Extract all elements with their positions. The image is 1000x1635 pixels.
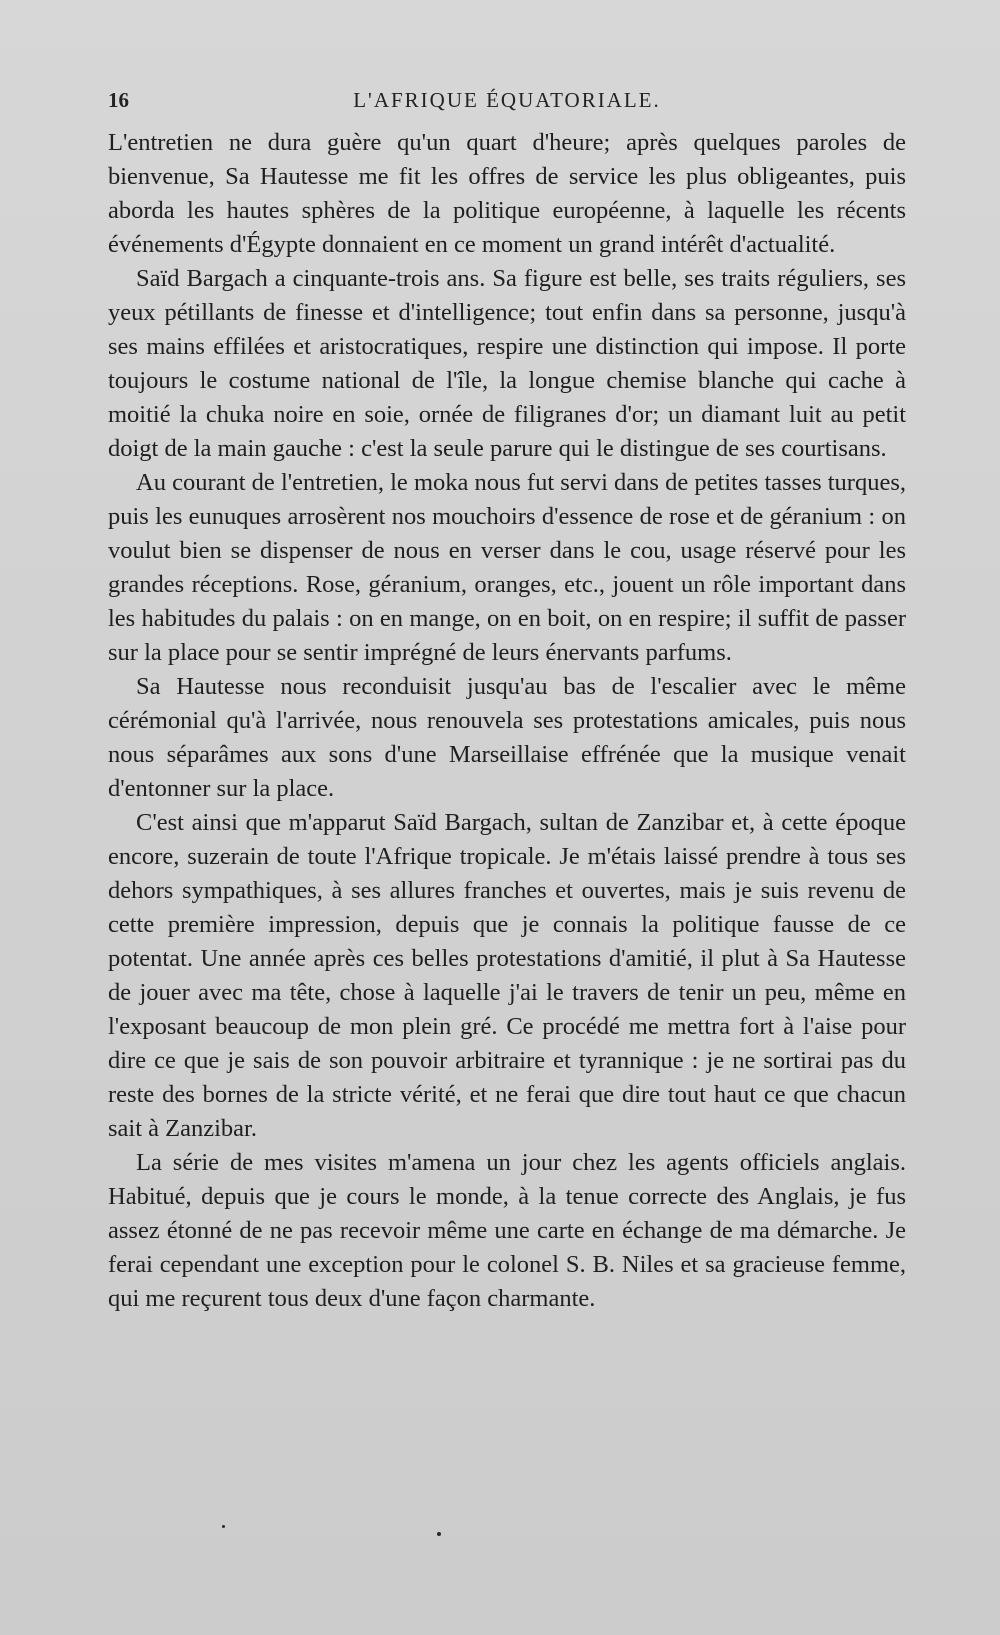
page-header xyxy=(108,88,906,118)
paragraph: La série de mes visites m'amena un jour chez les agents officiels anglais. Habitué, depuis que je cours le monde, à la tenue correcte des Anglais, je fus assez étonné de ne pas recevoir même une carte en échange de ma démarche. Je ferai cependant une exception pour le colonel S. B. Niles et sa gracieuse femme, qui me reçurent tous deux d'une façon charmante. xyxy=(108,1149,906,1312)
ink-speck xyxy=(437,1532,441,1536)
paragraph: L'entretien ne dura guère qu'un quart d'heure; après quelques paroles de bienvenue, Sa Hautesse me fit les offres de service les plus obligeantes, puis aborda les hautes sphères de la politique européenne, à laquelle les récents événements d'Égypte donnaient en ce moment un grand intérêt d'actualité. xyxy=(108,129,906,258)
paragraph: Au courant de l'entretien, le moka nous fut servi dans de petites tasses turques, puis les eunuques arrosèrent nos mouchoirs d'essence de rose et de géranium : on voulut bien se dispenser de nous en verser dans le cou, usage réservé pour les grandes réceptions. Rose, géranium, oranges, etc., jouent un rôle important dans les habitudes du palais : on en mange, on en boit, on en respire; il suffit de passer sur la place pour se sentir imprégné de leurs énervants parfums. xyxy=(108,469,906,666)
page-number: 16 xyxy=(108,88,129,112)
running-head: L'AFRIQUE ÉQUATORIALE. xyxy=(353,88,661,112)
paragraph: Saïd Bargach a cinquante-trois ans. Sa figure est belle, ses traits réguliers, ses yeux pétillants de finesse et d'intelligence; tout enfin dans sa personne, jusqu'à ses mains effilées et aristocratiques, respire une distinction qui impose. Il porte toujours le costume national de l'île, la longue chemise blanche qui cache à moitié la chuka noire en soie, ornée de filigranes d'or; un diamant luit au petit doigt de la main gauche : c'est la seule parure qui le distingue de ses courtisans. xyxy=(108,265,906,462)
paragraph: C'est ainsi que m'apparut Saïd Bargach, sultan de Zanzibar et, à cette époque encore, suzerain de toute l'Afrique tropicale. Je m'étais laissé prendre à tous ses dehors sympathiques, à ses allures franches et ouvertes, mais je suis revenu de cette première impression, depuis que je connais la politique fausse de ce potentat. Une année après ces belles protestations d'amitié, il plut à Sa Hautesse de jouer avec ma tête, chose à laquelle j'ai le travers de tenir un peu, même en l'exposant beaucoup de mon plein gré. Ce procédé me mettra fort à l'aise pour dire ce que je sais de son pouvoir arbitraire et tyrannique : je ne sortirai pas du reste des bornes de la stricte vérité, et ne ferai que dire tout haut ce que chacun sait à Zanzibar. xyxy=(108,809,906,1142)
ink-speck xyxy=(222,1525,225,1528)
paragraph: Sa Hautesse nous reconduisit jusqu'au bas de l'escalier avec le même cérémonial qu'à l'arrivée, nous renouvela ses protestations amicales, puis nous nous séparâmes aux sons d'une Marseillaise effrénée que la musique venait d'entonner sur la place. xyxy=(108,673,906,802)
body-text xyxy=(108,126,906,1316)
